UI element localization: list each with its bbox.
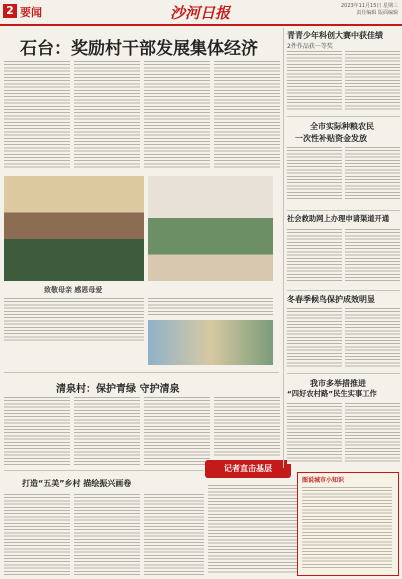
- divider: [287, 373, 400, 374]
- divider: [4, 372, 279, 373]
- masthead: [0, 0, 402, 26]
- article-body: [287, 307, 342, 367]
- news-photo: [4, 176, 144, 281]
- article-body: [287, 402, 342, 464]
- divider: [287, 116, 400, 117]
- photo-caption-body: [148, 297, 273, 317]
- news-photo: [148, 176, 273, 281]
- photo-caption-body: [4, 297, 144, 342]
- article-body: [287, 50, 342, 110]
- info-box-title: 图说城市小知识: [302, 477, 345, 484]
- section-title: 要闻: [20, 6, 42, 19]
- info-box-body: [302, 486, 392, 570]
- right-article-title: 社会救助网上办理申请渠道开通: [287, 214, 390, 223]
- page-number: 2: [3, 4, 17, 18]
- article-body: [345, 228, 400, 283]
- article-body: [345, 402, 400, 464]
- article-body: [345, 307, 400, 367]
- article-body: [4, 396, 70, 466]
- article-body: [287, 228, 342, 283]
- bottom-headline: 打造“五美”乡村 描绘振兴画卷: [22, 479, 132, 488]
- right-article-title: 冬春季候鸟保护成效明显: [287, 295, 375, 304]
- article-body: [74, 60, 140, 170]
- mid-headline: 清泉村：保护青绿 守护清泉: [56, 384, 180, 395]
- article-body: [144, 493, 204, 575]
- divider: [287, 210, 400, 211]
- article-body: [214, 396, 280, 456]
- divider: [287, 290, 400, 291]
- right-article-title: 我市多举措推进: [310, 379, 366, 388]
- right-article-title: 青青少年科创大赛中获佳绩: [287, 31, 383, 40]
- right-article-subtitle: “四好农村路”民生实事工作: [287, 389, 377, 398]
- divider: [4, 470, 204, 471]
- news-photo: [148, 320, 273, 365]
- article-body: [74, 396, 140, 466]
- article-body: [4, 493, 70, 575]
- info-box: [297, 472, 399, 576]
- date-line: [341, 3, 398, 17]
- date-text: 2023年11月15日 星期三: [340, 3, 398, 9]
- newspaper-logo: 沙河日报: [170, 4, 231, 22]
- editor-text: 责任编辑 版面编辑: [356, 10, 398, 16]
- right-article-subtitle: 2件作品获一等奖: [287, 43, 333, 50]
- article-body: [4, 60, 70, 170]
- article-body: [214, 60, 280, 170]
- article-body: [345, 146, 400, 201]
- article-body: [345, 50, 400, 110]
- column-divider: [283, 28, 284, 468]
- article-body: [144, 60, 210, 170]
- article-body: [74, 493, 140, 575]
- article-body: [208, 484, 298, 574]
- photo-caption: 致敬母亲 感恩母爱: [44, 286, 103, 294]
- article-body: [287, 146, 342, 201]
- right-article-subtitle: 一次性补贴资金发放: [295, 134, 367, 143]
- reporter-banner: 记者直击基层: [205, 460, 291, 478]
- main-headline: 石台：奖励村干部发展集体经济: [20, 39, 258, 59]
- right-article-title: 全市实际种粮农民: [310, 122, 374, 131]
- article-body: [144, 396, 210, 466]
